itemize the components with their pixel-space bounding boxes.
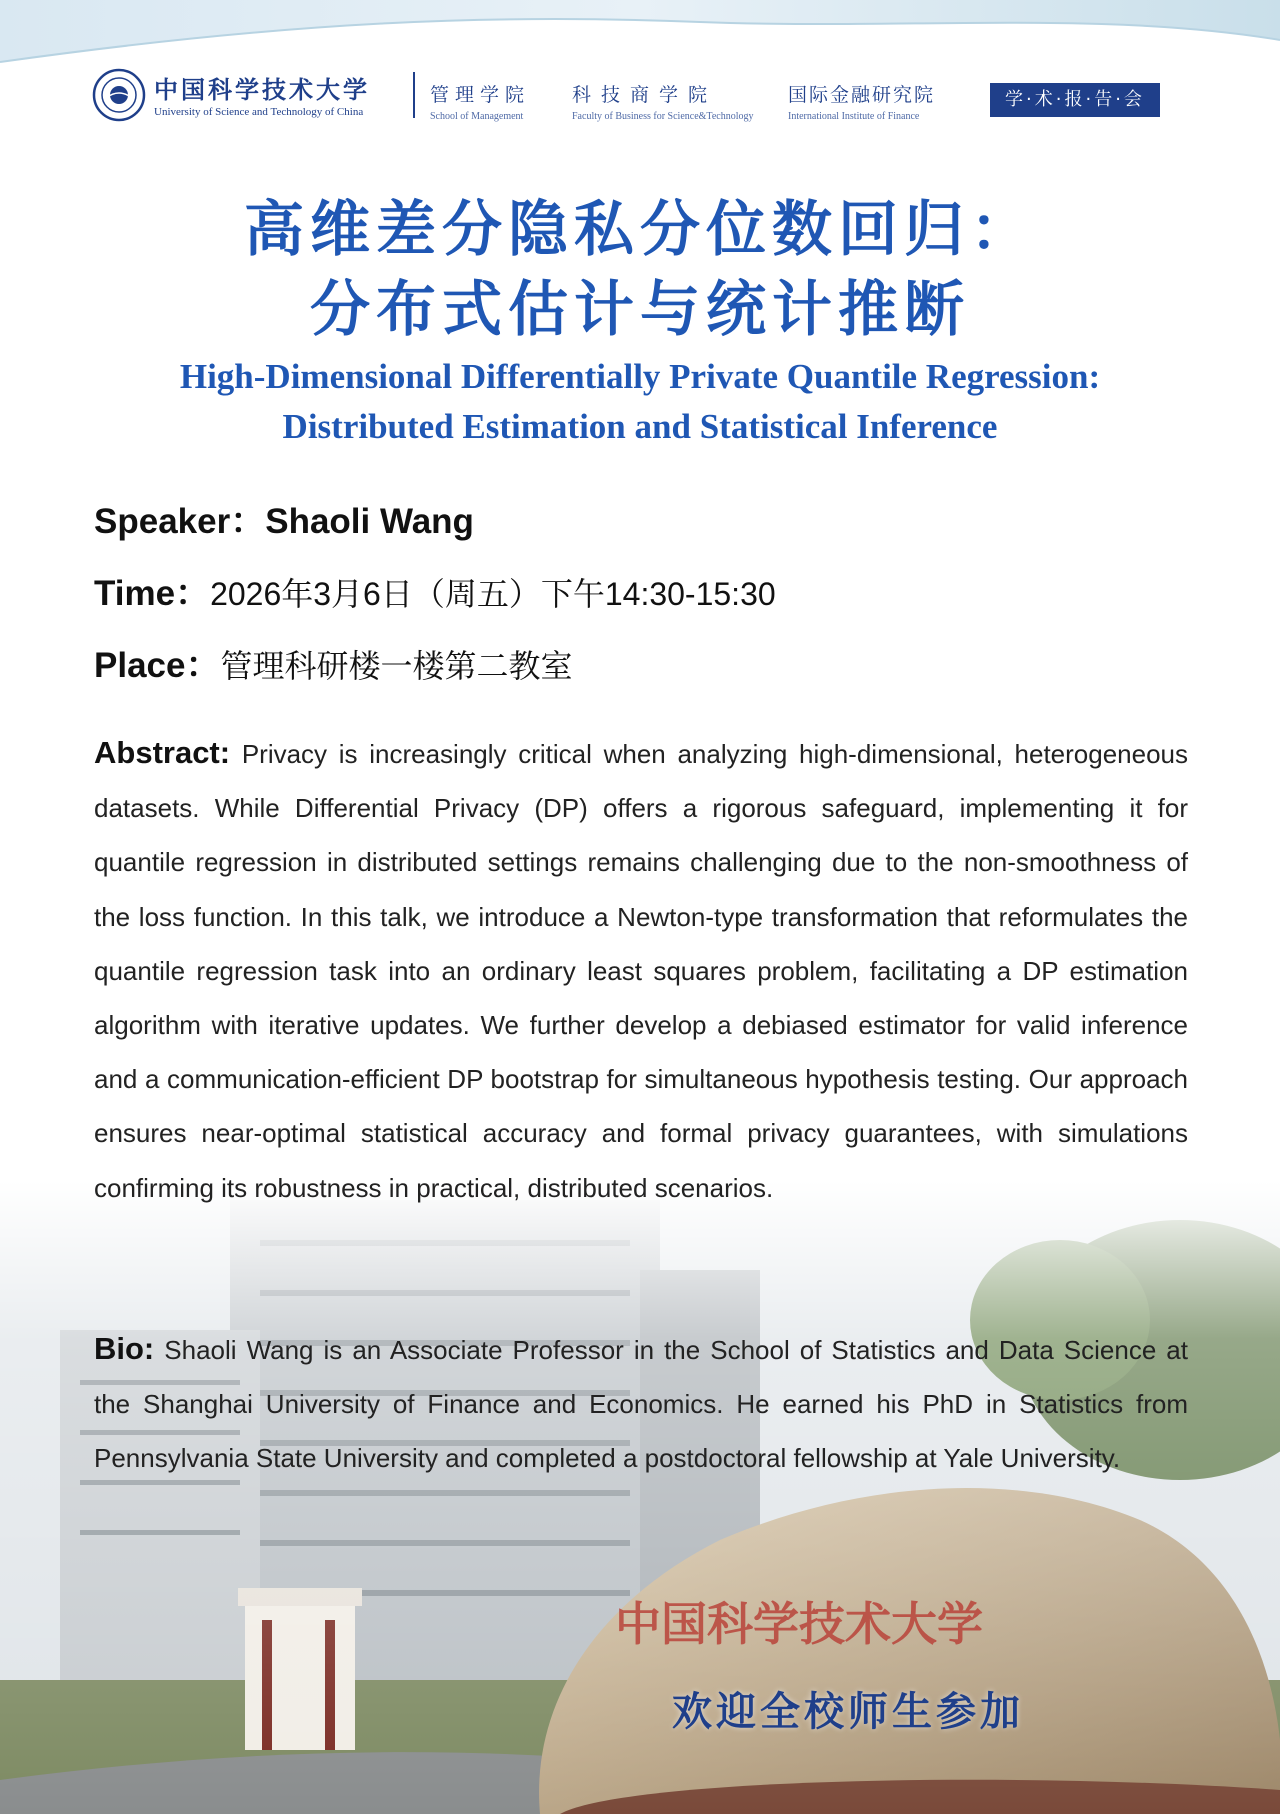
place-value: 管理科研楼一楼第二教室 (220, 648, 573, 684)
header-divider (413, 72, 415, 118)
time-label: Time： (94, 574, 211, 613)
academic-seminar-badge: 学·术·报·告·会 (990, 83, 1160, 117)
university-seal-icon (92, 68, 146, 122)
place-line (94, 638, 572, 688)
school-name-en: Faculty of Business for Science&Technology (572, 111, 754, 122)
school-management (430, 80, 530, 122)
time-value: 2026年3月6日（周五）下午14:30-15:30 (210, 576, 776, 612)
title-en-line2: Distributed Estimation and Statistical Inference (282, 407, 998, 446)
campus-background-photo (0, 1180, 1280, 1814)
bio-paragraph (94, 1322, 1188, 1486)
abstract-text: Privacy is increasingly critical when analyzing high-dimensional, heterogeneous datasets. While Differential Privacy (DP) offers a rigorous safeguard, implementing it for quantile regression in distributed settings remains challenging due to the non-smoothness of the loss function. In this talk, we introduce a Newton-type transformation that reformulates the quantile regression task into an ordinary least squares problem, facilitating a DP estimation algorithm with iterative updates. We further develop a debiased estimator for valid inference and a communication-efficient DP bootstrap for simultaneous hypothesis testing. Our approach ensures near-optimal statistical accuracy and formal privacy guarantees, with simulations confirming its robustness in practical, distributed scenarios. (94, 739, 1189, 1203)
header (92, 66, 1192, 126)
speaker-label: Speaker： (94, 502, 266, 541)
title-zh-line1: 高维差分隐私分位数回归： (244, 195, 1036, 265)
school-international-finance (788, 80, 935, 122)
school-name-zh: 科技商学院 (572, 84, 718, 106)
school-name-en: International Institute of Finance (788, 111, 920, 122)
abstract-paragraph (94, 726, 1188, 1215)
university-name-en: University of Science and Technology of China (154, 106, 364, 118)
title-zh (0, 190, 1280, 350)
bio-text: Shaoli Wang is an Associate Professor in the School of Statistics and Data Science at the Shanghai University of Finance and Economics. He earned his PhD in Statistics from Pennsylvania State University and completed a postdoctoral fellowship at Yale University. (94, 1335, 1188, 1474)
school-name-en: School of Management (430, 111, 524, 122)
school-name-zh: 管理学院 (430, 84, 531, 106)
university-name-zh: 中国科学技术大学 (154, 75, 370, 104)
place-label: Place： (94, 646, 221, 685)
school-business-science-technology (572, 80, 753, 122)
rock-inscription: 中国科学技术大学 (615, 1597, 983, 1651)
speaker-line (94, 494, 474, 544)
school-name-zh: 国际金融研究院 (788, 84, 936, 106)
title-zh-line2: 分布式估计与统计推断 (310, 275, 970, 345)
abstract-label: Abstract: (94, 735, 231, 770)
welcome-message: 欢迎全校师生参加 (672, 1688, 1024, 1735)
title-en (0, 352, 1280, 452)
speaker-name: Shaoli Wang (265, 502, 474, 541)
title-en-line1: High-Dimensional Differentially Private Quantile Regression: (179, 357, 1101, 396)
time-line (94, 566, 776, 616)
bio-label: Bio: (94, 1331, 155, 1366)
